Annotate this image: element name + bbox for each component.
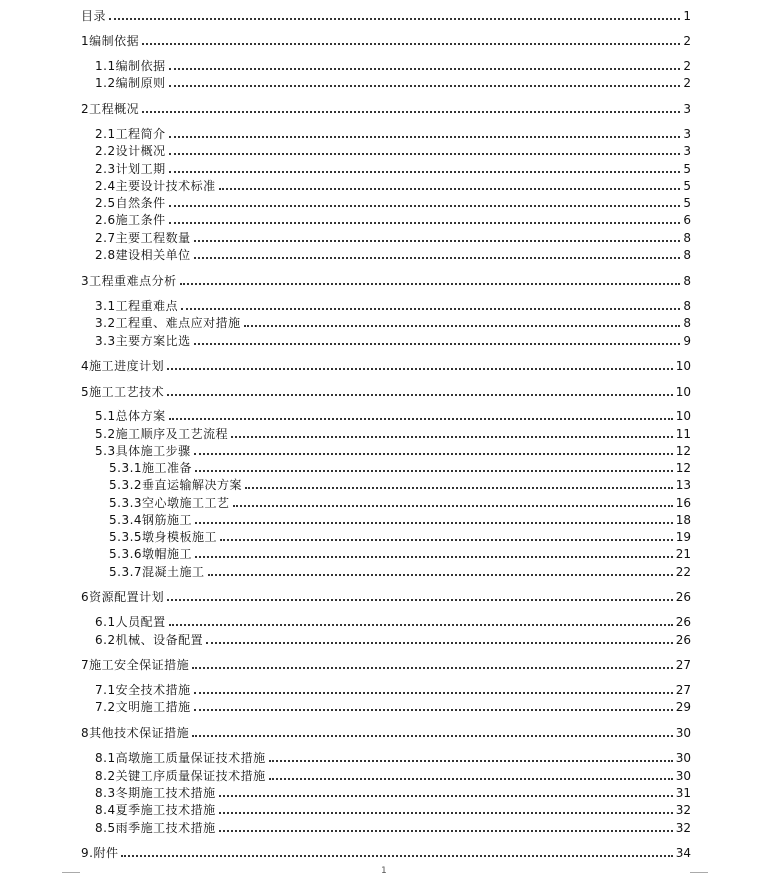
toc-entry-title: 2工程概况: [81, 102, 140, 116]
toc-dot-leader: [219, 188, 680, 190]
toc-dot-leader: [180, 283, 680, 285]
toc-dot-leader: [181, 308, 680, 310]
toc-entry-page: 2: [683, 59, 691, 73]
toc-entry-page: 10: [675, 385, 691, 399]
toc-entry-page: 5: [683, 179, 691, 193]
toc-entry-title: 2.2设计概况: [95, 144, 166, 158]
toc-entry-title: 3工程重难点分析: [81, 274, 177, 288]
toc-entry-title: 1编制依据: [81, 34, 140, 48]
toc-entry-title: 9.附件: [81, 846, 119, 860]
toc-dot-leader: [245, 487, 673, 489]
toc-entry-title: 5.3.4钢筋施工: [109, 513, 193, 527]
toc-dot-leader: [194, 453, 673, 455]
toc-dot-leader: [169, 171, 680, 173]
toc-entry-page: 32: [675, 803, 691, 817]
toc-dot-leader: [194, 257, 680, 259]
toc-dot-leader: [195, 556, 673, 558]
toc-dot-leader: [121, 855, 672, 857]
toc-entry-page: 8: [683, 299, 691, 313]
toc-entry[interactable]: [95, 424, 691, 441]
page-corner-mark-left: [62, 872, 80, 873]
toc-dot-leader: [219, 830, 673, 832]
toc-entry[interactable]: [95, 748, 691, 765]
toc-entry-title: 5.2施工顺序及工艺流程: [95, 427, 229, 441]
toc-dot-leader: [219, 812, 673, 814]
toc-entry[interactable]: [109, 510, 691, 527]
toc-entry[interactable]: [95, 313, 691, 330]
toc-dot-leader: [269, 778, 673, 780]
toc-entry-title: 5.3.2垂直运输解决方案: [109, 478, 243, 492]
toc-entry[interactable]: [95, 766, 691, 783]
toc-entry[interactable]: [81, 587, 691, 604]
toc-entry-page: 26: [675, 590, 691, 604]
toc-entry-title: 6资源配置计划: [81, 590, 165, 604]
page-corner-mark-right: [690, 872, 708, 873]
toc-entry-title: 8.2关键工序质量保证技术措施: [95, 769, 266, 783]
toc-entry-page: 8: [683, 274, 691, 288]
toc-entry-title: 8.3冬期施工技术措施: [95, 786, 216, 800]
toc-entry[interactable]: [95, 176, 691, 193]
toc-dot-leader: [194, 692, 673, 694]
toc-entry-page: 13: [675, 478, 691, 492]
toc-dot-leader: [169, 624, 673, 626]
toc-dot-leader: [142, 43, 680, 45]
toc-entry[interactable]: [95, 680, 691, 697]
toc-entry-page: 2: [683, 34, 691, 48]
toc-entry-page: 8: [683, 248, 691, 262]
toc-entry-page: 10: [675, 409, 691, 423]
toc-dot-leader: [169, 68, 680, 70]
toc-entry-title: 8.1高墩施工质量保证技术措施: [95, 751, 266, 765]
toc-entry[interactable]: [95, 159, 691, 176]
toc-entry[interactable]: [95, 73, 691, 90]
toc-entry-title: 2.6施工条件: [95, 213, 166, 227]
toc-dot-leader: [192, 667, 673, 669]
toc-entry-page: 21: [675, 547, 691, 561]
toc-dot-leader: [244, 325, 680, 327]
toc-dot-leader: [169, 222, 680, 224]
toc-entry-page: 5: [683, 196, 691, 210]
toc-entry[interactable]: [109, 475, 691, 492]
toc-entry[interactable]: [95, 800, 691, 817]
toc-entry[interactable]: [95, 331, 691, 348]
toc-entry-page: 12: [675, 444, 691, 458]
toc-entry-title: 8.5雨季施工技术措施: [95, 821, 216, 835]
toc-dot-leader: [109, 18, 680, 20]
toc-dot-leader: [169, 205, 680, 207]
toc-dot-leader: [206, 642, 673, 644]
toc-entry[interactable]: [95, 193, 691, 210]
toc-entry-title: 2.5自然条件: [95, 196, 166, 210]
toc-dot-leader: [220, 539, 673, 541]
toc-entry[interactable]: [109, 562, 691, 579]
toc-dot-leader: [169, 153, 680, 155]
toc-dot-leader: [194, 343, 680, 345]
toc-dot-leader: [167, 394, 673, 396]
toc-dot-leader: [194, 240, 680, 242]
toc-entry[interactable]: [95, 630, 691, 647]
toc-entry[interactable]: [81, 6, 691, 23]
toc-entry-title: 2.3计划工期: [95, 162, 166, 176]
toc-entry-title: 5.3.1施工准备: [109, 461, 193, 475]
toc-entry-page: 30: [675, 751, 691, 765]
toc-entry-title: 3.3主要方案比选: [95, 334, 191, 348]
toc-entry[interactable]: [95, 783, 691, 800]
toc-entry[interactable]: [81, 843, 691, 860]
toc-entry[interactable]: [95, 124, 691, 141]
toc-entry-title: 5.1总体方案: [95, 409, 166, 423]
toc-entry[interactable]: [109, 527, 691, 544]
toc-entry[interactable]: [81, 655, 691, 672]
toc-dot-leader: [169, 85, 680, 87]
toc-entry[interactable]: [95, 245, 691, 262]
toc-entry-page: 22: [675, 565, 691, 579]
toc-dot-leader: [219, 795, 673, 797]
toc-dot-leader: [142, 111, 680, 113]
toc-entry-page: 26: [675, 615, 691, 629]
toc-entry-page: 10: [675, 359, 691, 373]
toc-entry-title: 7.1安全技术措施: [95, 683, 191, 697]
toc-entry[interactable]: [95, 210, 691, 227]
toc-entry[interactable]: [81, 31, 691, 48]
footer-page-number: 1: [381, 866, 387, 876]
toc-entry-page: 27: [675, 683, 691, 697]
toc-entry-title: 5.3具体施工步骤: [95, 444, 191, 458]
toc-entry-title: 8其他技术保证措施: [81, 726, 190, 740]
toc-entry-title: 2.4主要设计技术标准: [95, 179, 216, 193]
toc-entry-page: 11: [675, 427, 691, 441]
toc-entry-title: 1.2编制原则: [95, 76, 166, 90]
toc-entry-title: 2.8建设相关单位: [95, 248, 191, 262]
toc-entry-title: 8.4夏季施工技术措施: [95, 803, 216, 817]
toc-entry[interactable]: [81, 271, 691, 288]
toc-entry[interactable]: [95, 612, 691, 629]
toc-entry-page: 3: [683, 144, 691, 158]
toc-entry[interactable]: [81, 99, 691, 116]
toc-entry-page: 12: [675, 461, 691, 475]
toc-entry-title: 7.2文明施工措施: [95, 700, 191, 714]
toc-entry-page: 3: [683, 102, 691, 116]
toc-dot-leader: [167, 599, 673, 601]
toc-dot-leader: [195, 470, 673, 472]
toc-entry[interactable]: [109, 493, 691, 510]
toc-entry-page: 26: [675, 633, 691, 647]
toc-entry-page: 16: [675, 496, 691, 510]
toc-entry-title: 3.1工程重难点: [95, 299, 179, 313]
toc-entry-page: 27: [675, 658, 691, 672]
toc-entry-title: 5.3.6墩帽施工: [109, 547, 193, 561]
toc-entry-page: 31: [675, 786, 691, 800]
toc-entry-page: 1: [683, 9, 691, 23]
toc-dot-leader: [195, 522, 673, 524]
toc-entry-page: 3: [683, 127, 691, 141]
toc-entry-page: 8: [683, 231, 691, 245]
toc-entry-page: 30: [675, 769, 691, 783]
toc-entry[interactable]: [95, 406, 691, 423]
toc-dot-leader: [192, 735, 673, 737]
toc-entry-title: 6.2机械、设备配置: [95, 633, 204, 647]
toc-dot-leader: [169, 418, 673, 420]
toc-entry-page: 29: [675, 700, 691, 714]
toc-entry[interactable]: [109, 458, 691, 475]
toc-entry-title: 目录: [81, 9, 107, 23]
toc-entry-page: 19: [675, 530, 691, 544]
toc-entry[interactable]: [95, 296, 691, 313]
toc-entry-page: 8: [683, 316, 691, 330]
toc-dot-leader: [208, 574, 673, 576]
toc-entry[interactable]: [81, 356, 691, 373]
toc-entry-page: 2: [683, 76, 691, 90]
toc-entry[interactable]: [95, 56, 691, 73]
toc-entry-page: 30: [675, 726, 691, 740]
toc-entry-title: 5.3.5墩身模板施工: [109, 530, 218, 544]
toc-entry[interactable]: [95, 441, 691, 458]
toc-entry[interactable]: [109, 544, 691, 561]
toc-entry-page: 34: [675, 846, 691, 860]
toc-entry[interactable]: [95, 141, 691, 158]
toc-dot-leader: [194, 709, 673, 711]
toc-dot-leader: [231, 436, 673, 438]
toc-entry[interactable]: [81, 723, 691, 740]
toc-dot-leader: [167, 368, 673, 370]
toc-entry[interactable]: [95, 818, 691, 835]
toc-entry[interactable]: [95, 697, 691, 714]
toc-entry-title: 4施工进度计划: [81, 359, 165, 373]
toc-entry-title: 1.1编制依据: [95, 59, 166, 73]
toc-entry[interactable]: [81, 382, 691, 399]
toc-entry-page: 9: [683, 334, 691, 348]
toc-entry-title: 2.7主要工程数量: [95, 231, 191, 245]
toc-entry-page: 32: [675, 821, 691, 835]
toc-entry-title: 2.1工程简介: [95, 127, 166, 141]
toc-entry-title: 3.2工程重、难点应对措施: [95, 316, 241, 330]
toc-entry-page: 5: [683, 162, 691, 176]
toc-entry-title: 5施工工艺技术: [81, 385, 165, 399]
toc-entry-page: 6: [683, 213, 691, 227]
toc-dot-leader: [269, 760, 673, 762]
toc-dot-leader: [233, 505, 673, 507]
toc-entry-title: 5.3.7混凝土施工: [109, 565, 205, 579]
toc-entry-title: 5.3.3空心墩施工工艺: [109, 496, 230, 510]
toc-entry-title: 6.1人员配置: [95, 615, 166, 629]
toc-dot-leader: [169, 136, 680, 138]
toc-entry[interactable]: [95, 228, 691, 245]
toc-entry-title: 7施工安全保证措施: [81, 658, 190, 672]
toc-entry-page: 18: [675, 513, 691, 527]
